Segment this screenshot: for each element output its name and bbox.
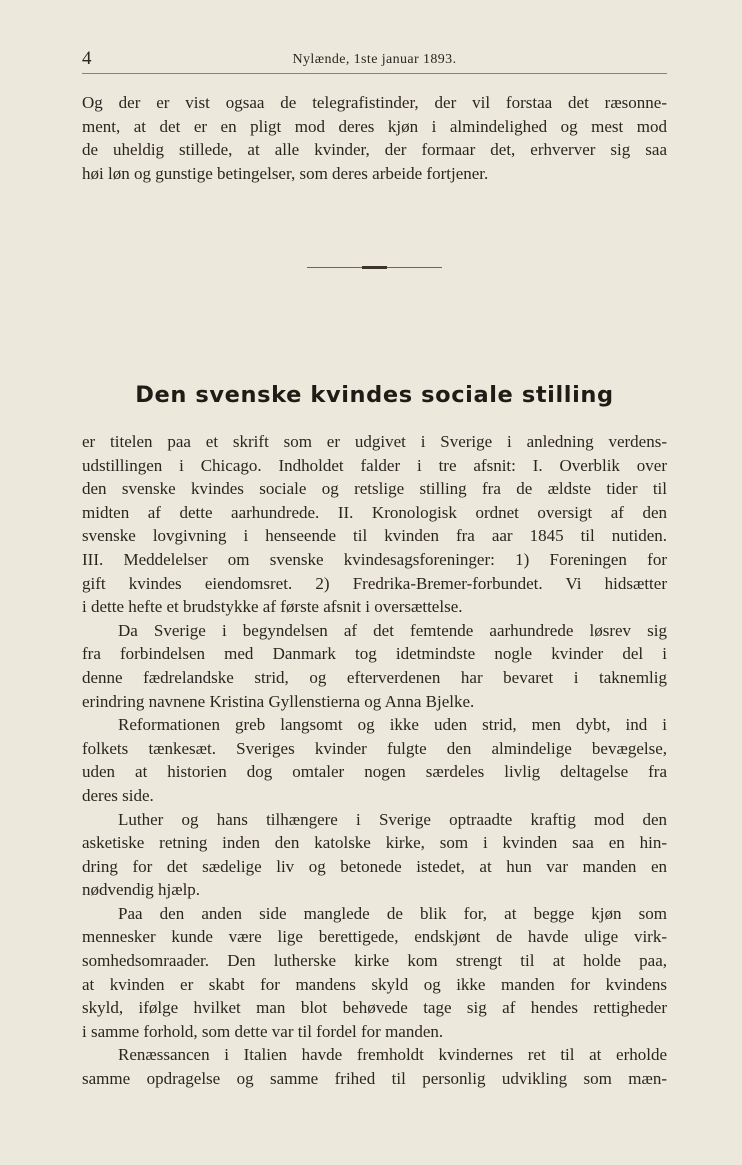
text-line: folkets tænkesæt. Sveriges kvinder fulgte den almindelige bevægelse, <box>82 738 667 758</box>
text-line: de uheldig stillede, at alle kvinder, der formaar det, erhverver sig saa <box>82 140 667 160</box>
text-line: den svenske kvindes sociale og retslige stilling fra de ældste tider til <box>82 479 667 499</box>
text-line: uden at historien dog omtaler nogen særdeles livlig deltagelse fra <box>82 762 667 782</box>
header-rule <box>82 73 667 74</box>
text-line: Luther og hans tilhængere i Sverige optraadte kraftig mod den <box>118 809 667 829</box>
text-line: deres side. <box>82 785 154 805</box>
running-title: Nylænde, 1ste januar 1893. <box>292 52 457 67</box>
text-line: mennesker kunde være lige berettigede, endskjønt de havde ulige virk- <box>82 927 667 947</box>
text-line: Paa den anden side manglede de blik for, at begge kjøn som <box>118 903 667 923</box>
text-line: svenske lovgivning i henseende til kvinden fra aar 1845 til nutiden. <box>82 526 667 546</box>
text-line: nødvendig hjælp. <box>82 880 201 900</box>
text-line: midten af dette aarhundrede. II. Kronologisk ordnet oversigt af den <box>82 502 667 522</box>
text-line: asketiske retning inden den katolske kirke, som i kvinden saa en hin- <box>82 833 667 853</box>
ornament-thick-bar <box>362 266 387 269</box>
text-line: Reformationen greb langsomt og ikke uden strid, men dybt, ind i <box>118 715 667 735</box>
text-line: ment, at det er en pligt mod deres kjøn i almindelighed og mest mod <box>82 116 667 136</box>
section-divider-ornament <box>307 266 442 270</box>
text-line: Renæssancen i Italien havde fremholdt kvindernes ret til at erholde <box>118 1045 667 1065</box>
text-line: dring for det sædelige liv og betonede istedet, at hun var manden en <box>82 856 667 876</box>
text-line: erindring navnene Kristina Gyllenstierna og Anna Bjelke. <box>82 691 475 711</box>
text-line: at kvinden er skabt for mandens skyld og ikke manden for kvindens <box>82 974 667 994</box>
text-line: udstillingen i Chicago. Indholdet falder i tre afsnit: I. Overblik over <box>82 455 667 475</box>
running-head <box>82 48 667 72</box>
text-line: Og der er vist ogsaa de telegrafistinder, der vil forstaa det ræsonne- <box>82 93 667 112</box>
text-line: er titelen paa et skrift som er udgivet i Sverige i anledning verdens- <box>82 432 667 451</box>
text-line: III. Meddelelser om svenske kvindesagsforeninger: 1) Foreningen for <box>82 549 667 569</box>
text-line: høi løn og gunstige betingelser, som deres arbeide fortjener. <box>82 163 489 183</box>
text-line: denne fædrelandske strid, og efterverdenen har bevaret i taknemlig <box>82 667 667 687</box>
text-line: gift kvindes eiendomsret. 2) Fredrika-Bremer-forbundet. Vi hidsætter <box>82 573 667 593</box>
text-line: samme opdragelse og samme frihed til personlig udvikling som mæn- <box>82 1069 667 1089</box>
text-line: i samme forhold, som dette var til fordel for manden. <box>82 1021 444 1041</box>
intro-paragraph <box>82 91 667 185</box>
text-line: somhedsomraader. Den lutherske kirke kom strengt til at holde paa, <box>82 951 667 971</box>
page-number: 4 <box>82 48 92 69</box>
text-line: i dette hefte et brudstykke af første afsnit i oversættelse. <box>82 597 463 617</box>
text-line: Da Sverige i begyndelsen af det femtende aarhundrede løsrev sig <box>118 620 667 640</box>
text-line: fra forbindelsen med Danmark tog idetmindste nogle kvinder del i <box>82 644 667 664</box>
text-line: skyld, ifølge hvilket man blot behøvede tage sig af hendes rettigheder <box>82 998 667 1018</box>
article-heading: Den svenske kvindes sociale stilling <box>135 382 614 408</box>
article-body <box>82 430 667 1091</box>
